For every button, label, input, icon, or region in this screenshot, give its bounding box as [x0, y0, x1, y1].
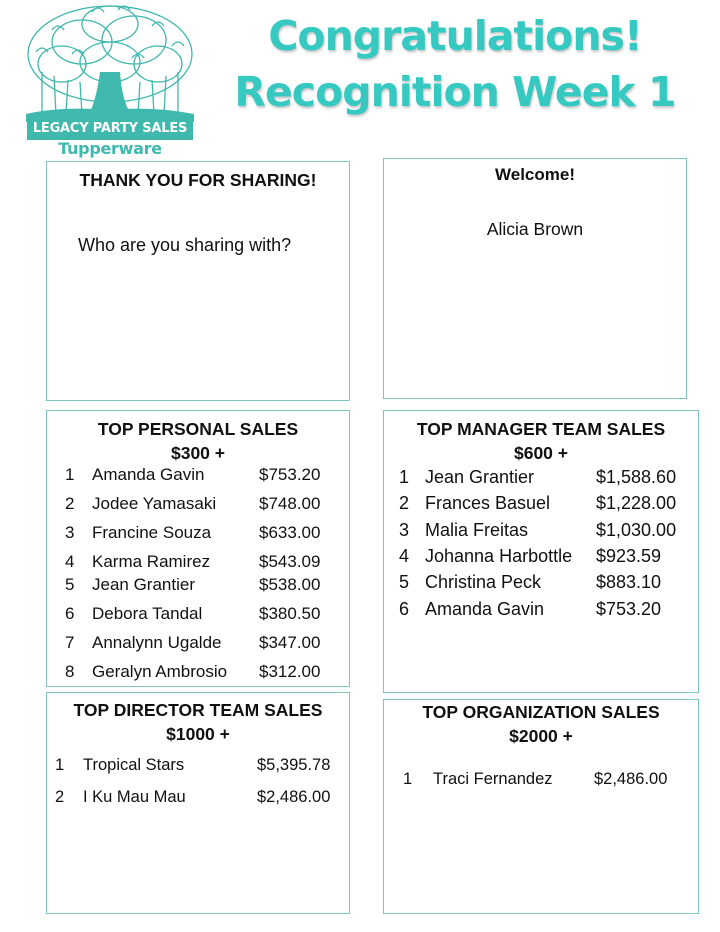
- manager-name: Malia Freitas: [425, 520, 529, 540]
- sales-amount: $923.59: [596, 546, 662, 566]
- sales-amount: $347.00: [259, 633, 321, 652]
- sales-amount: $748.00: [259, 494, 321, 513]
- tupperware-brand-text: Tupperware: [58, 139, 162, 158]
- rank: 1: [55, 756, 65, 774]
- sales-amount: $753.20: [596, 599, 662, 619]
- sales-amount: $883.10: [596, 572, 662, 592]
- sales-amount: $538.00: [259, 575, 321, 594]
- seller-name: Jodee Yamasaki: [92, 494, 217, 513]
- team-name: Tropical Stars: [83, 756, 185, 774]
- seller-name: Amanda Gavin: [92, 465, 205, 484]
- rank: 5: [399, 572, 410, 592]
- manager-sales-box: [383, 410, 699, 693]
- rank: 2: [55, 788, 65, 806]
- sharing-box: [46, 161, 350, 401]
- welcome-name: Alicia Brown: [486, 219, 584, 239]
- sales-amount: $312.00: [259, 662, 321, 681]
- seller-name: Karma Ramirez: [92, 552, 211, 571]
- organization-sales-threshold: $2000 +: [509, 726, 573, 746]
- sales-amount: $1,030.00: [596, 520, 677, 540]
- rank: 3: [65, 523, 75, 542]
- manager-name: Jean Grantier: [425, 467, 535, 487]
- sharing-prompt: Who are you sharing with?: [78, 235, 292, 255]
- rank: 6: [65, 604, 75, 623]
- personal-sales-heading: TOP PERSONAL SALES: [97, 419, 299, 439]
- rank: 2: [399, 493, 410, 513]
- welcome-heading: Welcome!: [495, 165, 575, 184]
- organization-sales-heading: TOP ORGANIZATION SALES: [422, 702, 660, 722]
- organization-name: Traci Fernandez: [433, 770, 553, 788]
- page-title: [205, 8, 705, 120]
- rank: 3: [399, 520, 410, 540]
- personal-sales-box: [46, 410, 350, 687]
- sales-amount: $633.00: [259, 523, 321, 542]
- manager-sales-heading: TOP MANAGER TEAM SALES: [416, 419, 666, 439]
- rank: 7: [65, 633, 75, 652]
- logo-banner-text: LEGACY PARTY SALES: [27, 118, 193, 140]
- manager-sales-threshold: $600 +: [513, 443, 568, 463]
- divider: [383, 692, 699, 693]
- seller-name: Annalynn Ugalde: [92, 633, 222, 652]
- tree-icon: [22, 2, 198, 122]
- rank: 1: [403, 770, 413, 788]
- rank: 2: [65, 494, 75, 513]
- sharing-heading: THANK YOU FOR SHARING!: [79, 170, 317, 190]
- rank: 4: [399, 546, 410, 566]
- legacy-party-sales-logo: [22, 2, 198, 157]
- rank: 4: [65, 552, 75, 571]
- sales-amount: $1,588.60: [596, 467, 677, 487]
- manager-name: Johanna Harbottle: [425, 546, 573, 566]
- rank: 1: [65, 465, 75, 484]
- director-sales-threshold: $1000 +: [166, 724, 230, 744]
- seller-name: Geralyn Ambrosio: [92, 662, 228, 681]
- sales-amount: $543.09: [259, 552, 321, 571]
- seller-name: Debora Tandal: [92, 604, 203, 623]
- welcome-box: [383, 158, 687, 399]
- sales-amount: $5,395.78: [257, 756, 331, 774]
- sales-amount: $380.50: [259, 604, 321, 623]
- manager-name: Christina Peck: [425, 572, 542, 592]
- title-line-congratulations: Congratulations!: [268, 12, 642, 60]
- team-name: I Ku Mau Mau: [83, 788, 186, 806]
- personal-sales-threshold: $300 +: [170, 443, 225, 463]
- rank: 6: [399, 599, 410, 619]
- rank: 8: [65, 662, 75, 681]
- organization-sales-box: [383, 699, 699, 914]
- seller-name: Jean Grantier: [92, 575, 195, 594]
- sales-amount: $753.20: [259, 465, 321, 484]
- sales-amount: $2,486.00: [594, 770, 668, 788]
- manager-name: Amanda Gavin: [425, 599, 545, 619]
- rank: 5: [65, 575, 75, 594]
- director-sales-box: [46, 692, 350, 914]
- rank: 1: [399, 467, 410, 487]
- sales-amount: $1,228.00: [596, 493, 677, 513]
- director-sales-heading: TOP DIRECTOR TEAM SALES: [73, 700, 323, 720]
- seller-name: Francine Souza: [92, 523, 212, 542]
- title-line-recognition-week: Recognition Week 1: [234, 68, 676, 116]
- sales-amount: $2,486.00: [257, 788, 331, 806]
- manager-name: Frances Basuel: [425, 493, 551, 513]
